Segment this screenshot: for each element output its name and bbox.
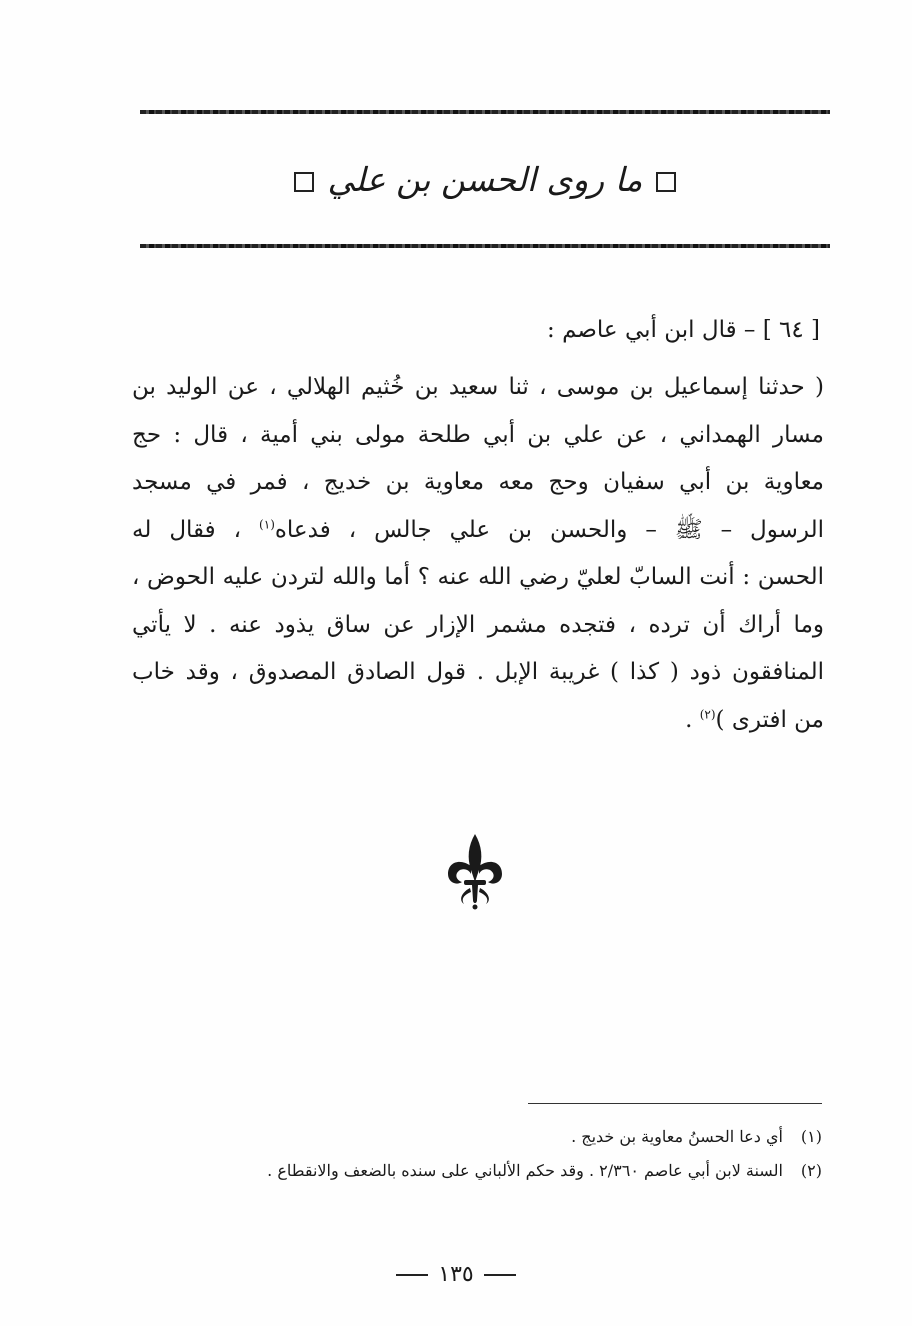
chapter-title [140, 150, 830, 210]
text-segment: ، فقال له [132, 516, 242, 543]
footnote-marker: (٢) [699, 706, 716, 721]
fleur-de-lis-ornament-icon [440, 830, 510, 910]
chapter-title-text: ما روى الحسن بن علي [327, 160, 643, 199]
text-line: المنافقون ذود ( كذا ) غريبة الإبل . قول الصادق المصدوق ، وقد خاب [132, 659, 824, 685]
footnote-number: (١) [800, 1127, 822, 1146]
footnote-item [122, 1120, 822, 1154]
page-number-text: ١٣٥ [438, 1262, 474, 1287]
text-line: وما أراك أن ترده ، فتجده مشمر الإزار عن ساق يذود عنه . لا يأتي [132, 611, 824, 638]
footnote-text: أي دعا الحسنُ معاوية بن خديج . [571, 1127, 783, 1146]
text-segment: . [685, 706, 693, 733]
footnote-item [122, 1154, 822, 1188]
text-line [132, 697, 824, 745]
text-line: الحسن : أنت السابّ لعليّ رضي الله عنه ؟ أما والله لتردن عليه الحوض ، [132, 564, 824, 590]
footnote-marker: (١) [259, 516, 275, 531]
text-line: مسار الهمداني ، عن علي بن أبي طلحة مولى بني أمية ، قال : حج [132, 421, 824, 448]
text-line: ( حدثنا إسماعيل بن موسى ، ثنا سعيد بن خُثيم الهلالي ، عن الوليد بن [132, 374, 824, 400]
text-segment: الرسول – ﷺ – والحسن بن علي جالس ، فدعاه [274, 516, 825, 543]
text-line [132, 507, 824, 555]
footnote-rule [528, 1103, 822, 1104]
page-number-dash [484, 1274, 516, 1276]
bottom-rule [140, 244, 830, 248]
page-number [0, 1262, 912, 1287]
footnotes [122, 1120, 822, 1188]
page-number-dash [396, 1274, 428, 1276]
hadith-text [132, 364, 824, 744]
square-ornament-icon [656, 172, 676, 192]
text-line: معاوية بن أبي سفيان وحج معه معاوية بن خديج ، فمر في مسجد [132, 469, 824, 495]
text-segment: من افترى ) [715, 706, 824, 733]
footnote-number: (٢) [800, 1161, 822, 1180]
footnote-text: السنة لابن أبي عاصم ٢/٣٦٠ . وقد حكم الألباني على سنده بالضعف والانقطاع . [267, 1161, 783, 1180]
square-ornament-icon [294, 172, 314, 192]
hadith-heading: [ ٦٤ ] – قال ابن أبي عاصم : [547, 317, 820, 343]
top-rule [140, 110, 830, 114]
